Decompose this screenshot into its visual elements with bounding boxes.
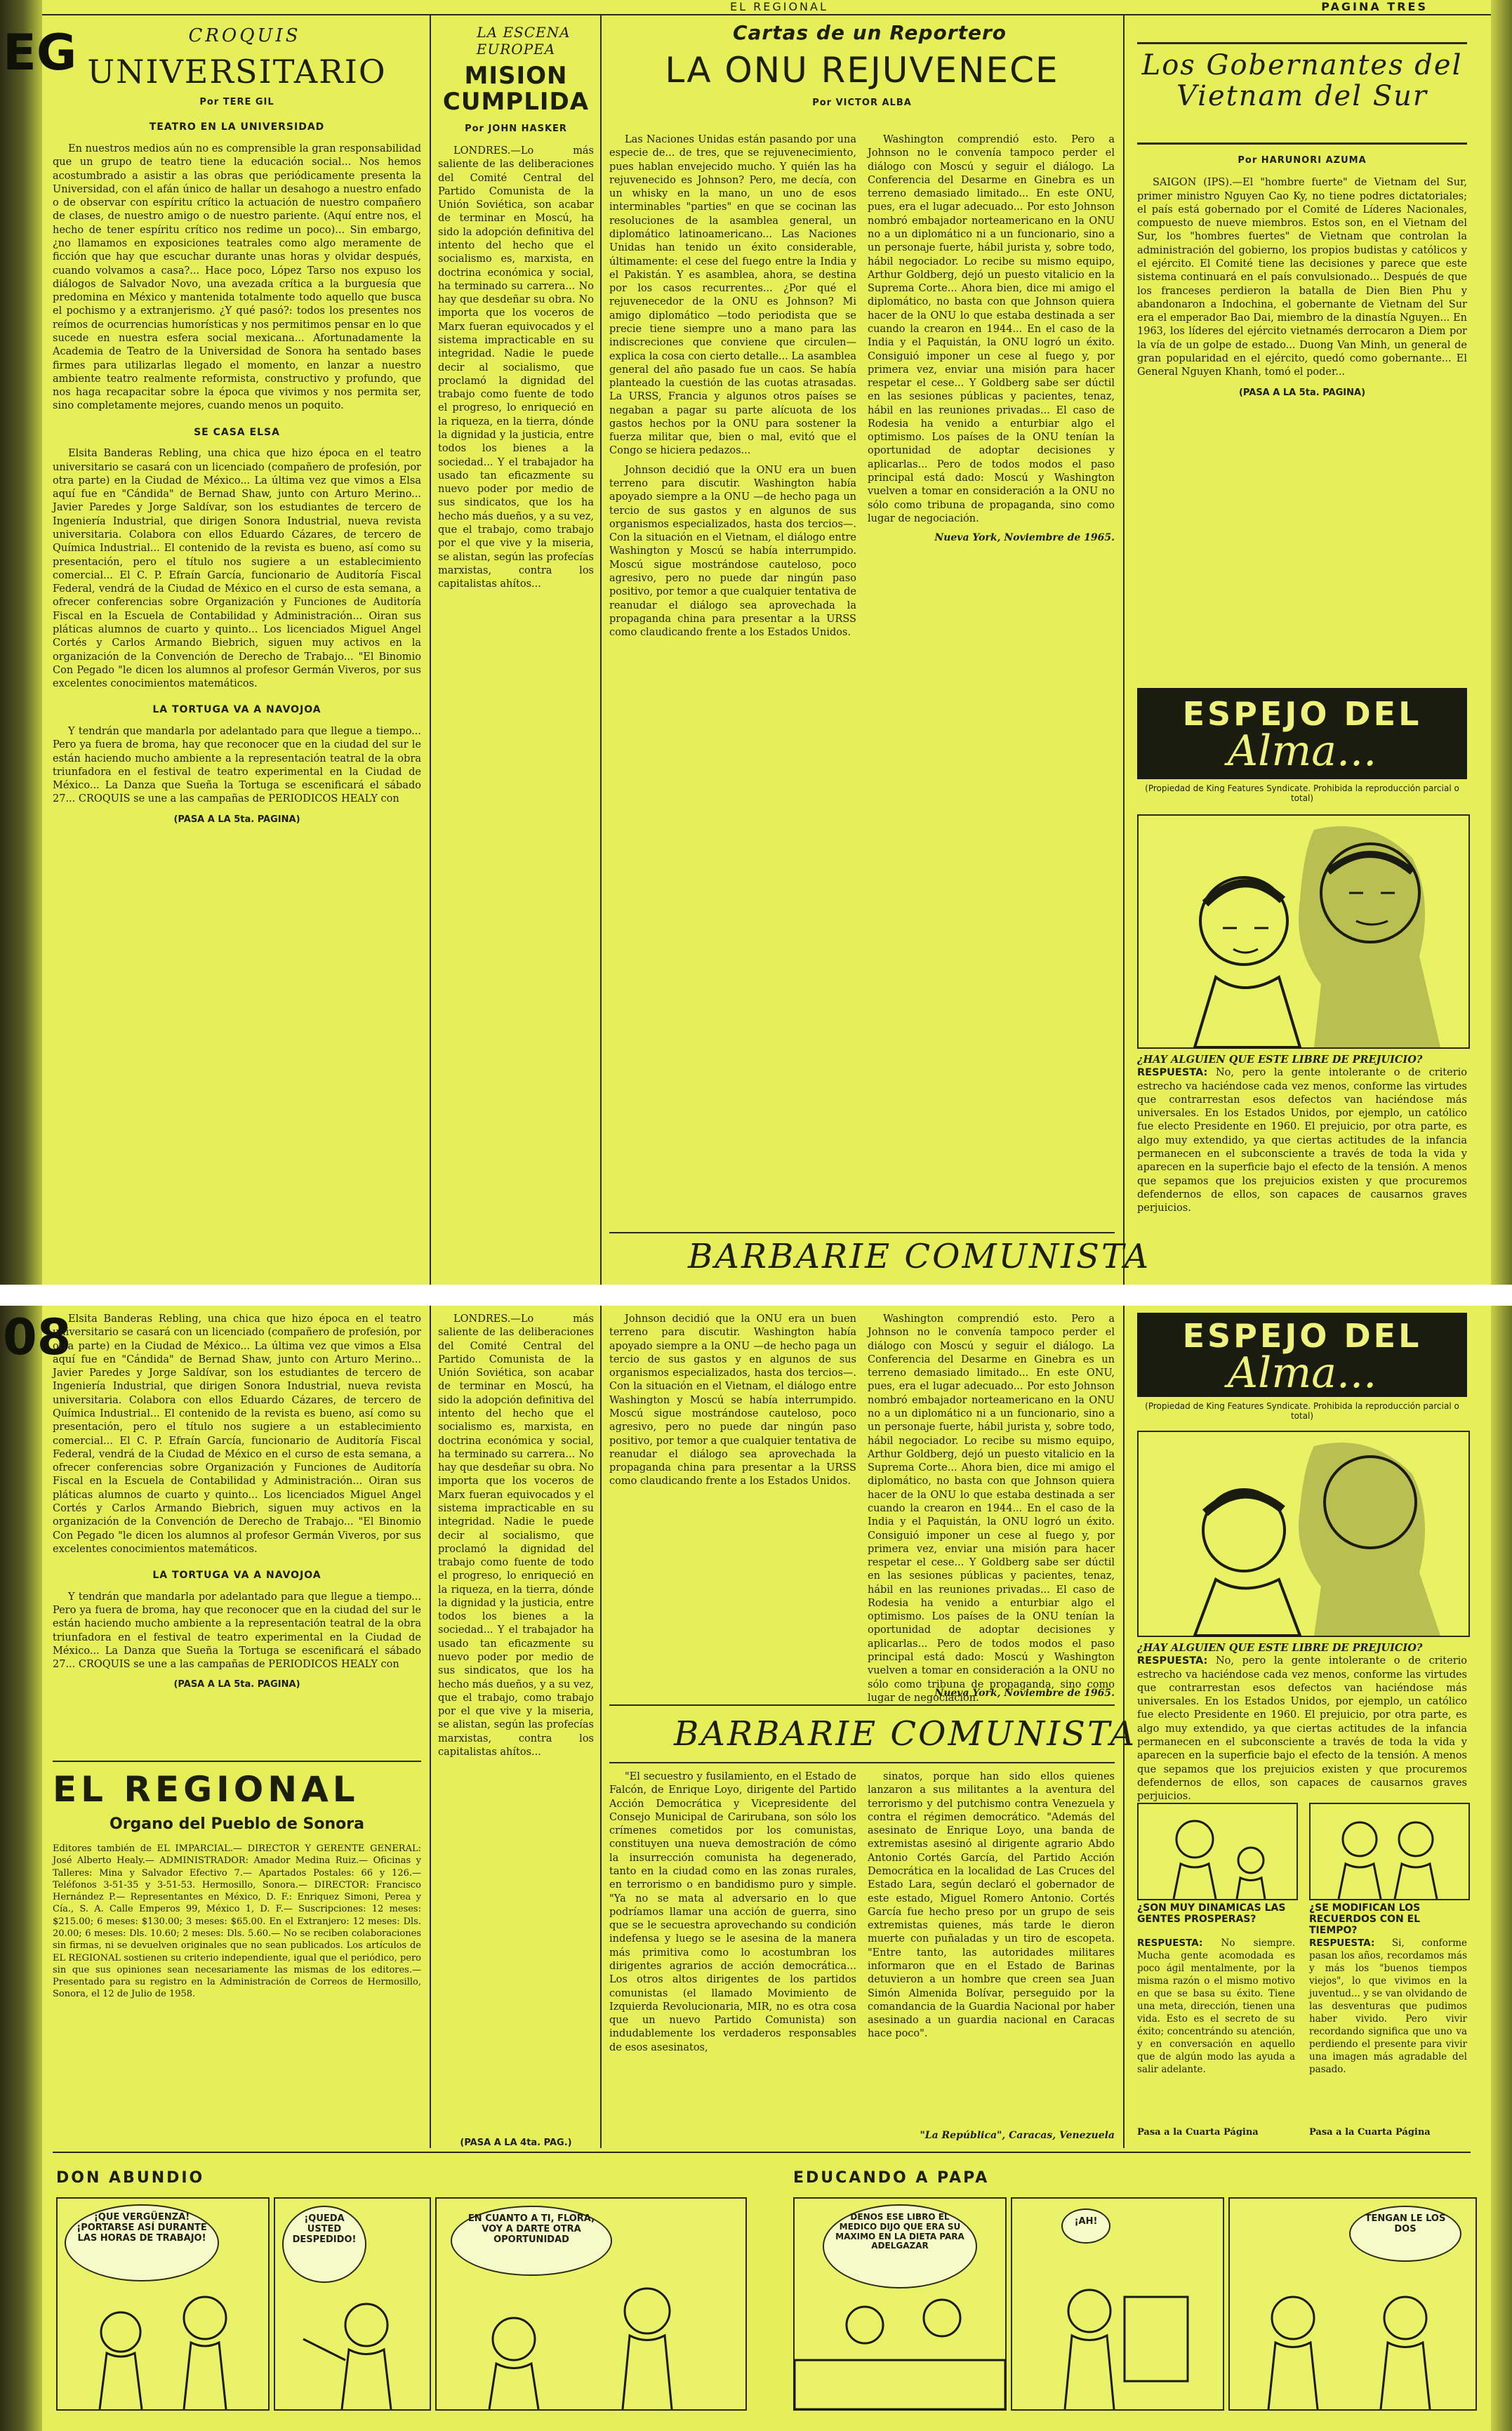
espejo-small-illustration-right [1309, 1803, 1470, 1900]
espejo-line2-repeat: Alma... [1227, 1349, 1377, 1398]
two-people-icon [1311, 1804, 1468, 1899]
educando-bubble-2: ¡AH! [1061, 2208, 1110, 2244]
two-men-portrait-icon [1139, 1432, 1468, 1636]
educando-panel-2 [1011, 2197, 1224, 2411]
educando-bubble-1: DENOS ESE LIBRO EL MEDICO DIJO QUE ERA SU MAXIMO EN LA DIETA PARA ADELGAZAR [823, 2204, 977, 2288]
running-head [42, 0, 1491, 15]
espejo-continued-left: Pasa a la Cuarta Página [1137, 2127, 1259, 2138]
espejo-banner [1137, 688, 1467, 779]
masthead-rule [53, 1761, 421, 1762]
two-men-portrait-icon [1139, 816, 1468, 1047]
barbarie-col1-text: "El secuestro y fusilamiento, en el Estado de Falcón, de Enrique Loyo, dirigente del Partido Acción Democrática y Vicepresidente del Consejo Municipal de Carirubana, son sólo los crímenes cometidos por los comunistas, constituyen una nueva demostración de cómo la insurrección comunista ha degenerado, tanto en la ciudad como en las zonas rurales, en terrorismo o en bandidismo puro y simple. "Ya no se mata al adversario en lo que podríamos llamar una acción de guerra, sino que se le secuestra aprovechando su condición indefensa y luego se le asesina de la manera más primitiva como lo acostumbran los dirigentes agrarios de acción democrática... Los otros altos dirigentes de los partidos comunistas (el llamado Movimiento de Izquierda Revolucionaria, MIR, no es otra cosa que un nuevo Partido Comunista) son indudablemente los verdaderos responsables de esos asesinatos, [609, 1771, 856, 2053]
column-rule [600, 15, 602, 1285]
don-abundio-bubble-3: EN CUANTO A TI, FLORA, VOY A DARTE OTRA OPORTUNIDAD [451, 2206, 612, 2276]
cartas-signoff: Nueva York, Noviembre de 1965. [934, 532, 1115, 544]
comic-strips [56, 2169, 1474, 2415]
don-abundio-bubble-1: ¡QUE VERGÜENZA! ¡PORTARSE ASÍ DURANTE LAS HORAS DE TRABAJO! [65, 2204, 219, 2281]
croquis-section2-text: Elsita Banderas Rebling, una chica que hizo época en el teatro universitario se casará con un licenciado (compañero de profesión, por otra parte) en la Ciudad de México... La última vez que vimos a Elsa aquí fue en "Cándida" de Bernad Shaw, junto con Arturo Merino... Javier Paredes y Jorge Saldívar, son los estudiantes de tercero de Ingeniería Industrial, que dirigen Sonora Industrial, nueva revista universitaria. Colabora con ellos Eduardo Cázares, de tercero de Química Industrial... El contenido de la revista es bueno, así como su presentación, pero el título nos sugiere a un establecimiento comercial... El C. P. Efraín García, funcionario de Auditoría Fiscal Federal, vendrá de la Ciudad de México en el curso de esta semana, a ofrecer conferencias sobre Organización y Funciones de Auditoría Fiscal en la Escuela de Contabilidad y Administración... Oiran sus pláticas alumnos de cuarto y quinto... Los licenciados Miguel Angel Cortés y Carlos Armando Biebrich, siguen muy activos en la organización de la Convención de Derecho de Trabajo... "El Binomio Con Pegado "le dicen los alumnos al profesor Germán Viveros, por sus excelentes conocimientos matemáticos. [53, 448, 421, 690]
educando-panel-3 [1228, 2197, 1477, 2411]
cartas-col1-text-b: Johnson decidió que la ONU era un buen terreno para discutir. Washington había apoyado siempre a la ONU —de hecho paga un tercio de sus gastos y en algunos de sus organismos especializados, hasta dos tercios—. Con la situación en el Vietnam, el diálogo entre Washington y Moscú se había interrumpido. Moscú sigue mostrándose cauteloso, poco agresivo, pero no puede dar ningún paso positivo, por temor a que cualquier tentativa de reanudar el diálogo sea aprovechada la propaganda china para presentar a la URSS como claudicando frente a los Estados Unidos. [609, 464, 856, 639]
column-rule [1123, 15, 1125, 1285]
man-and-child-icon [1139, 1804, 1297, 1899]
masthead-title: EL REGIONAL [53, 1769, 359, 1810]
escena-byline: Por JOHN HASKER [465, 123, 567, 134]
espejo-continued-right: Pasa a la Cuarta Página [1309, 2127, 1431, 2138]
espejo-answer-3: Si, conforme pasan los años, recordamos más y más los "buenos tiempos viejos", lo que vivimos en la juventud... y se van olvidando de las desventuras que pudimos haber vivido. Pero vivir recordando significa que uno va perdiendo el presente para vivir una imagen más agradable del pasado. [1309, 1937, 1468, 2075]
cartas-header [609, 20, 1115, 132]
cartas-byline: Por VICTOR ALBA [812, 98, 912, 109]
cartas-column-2 [868, 133, 1115, 1228]
espejo-credit-repeat: (Propiedad de King Features Syndicate. Prohibida la reproducción parcial o total) [1145, 1401, 1459, 1421]
cartas-col1-text-b-repeat: Johnson decidió que la ONU era un buen terreno para discutir. Washington había apoyado siempre a la ONU —de hecho paga un tercio de sus gastos y en algunos de sus organismos especializados, hasta dos tercios—. Con la situación en el Vietnam, el diálogo entre Washington y Moscú se había interrumpido. Moscú sigue mostrándose cauteloso, poco agresivo, pero no puede dar ningún paso positivo, por temor a que cualquier tentativa de reanudar el diálogo sea aprovechada la propaganda china para presentar a la URSS como claudicando frente a los Estados Unidos. [609, 1313, 856, 1488]
croquis-column-repeat [53, 1313, 421, 1755]
escena-title: MISION CUMPLIDA [442, 62, 590, 117]
gobernantes-header [1137, 42, 1467, 145]
don-abundio-panel-2 [274, 2197, 431, 2411]
educando-a-papa-title: EDUCANDO A PAPA [793, 2169, 990, 2187]
espejo-qa-1 [1137, 1053, 1467, 1278]
barbarie-column-1 [609, 1770, 856, 2142]
masthead-text: Editores también de EL IMPARCIAL.— DIRECTOR Y GERENTE GENERAL: José Alberto Healy.— ADMINISTRADOR: Amador Medina Ruiz.— Oficinas y Talleres: Mina y Salvador Efectivo 7.— Apartados Postales: 66 y 126.— Teléfonos 3-51-35 y 3-51-53. Hermosillo, Sonora.— DIRECTOR: Francisco Hernández P.— Representantes en México, D. F.: Enriquez Simoni, Perea y Cía., S. A. Calle Emperos 99, México 1, D. F.— Suscripciones: 12 meses: $215.00; 6 meses: $130.00; 3 meses: $65.00. En el Extranjero: 12 meses: Dls. 20.00; 6 meses: Dls. 10.60; 2 meses: Dls. 5.60.— No se reciben colaboraciones sin firmas, ni se devuelven originales que no sean publicados. Los artículos de EL REGIONAL sostienen su criterio independiente, igual que el periódico, pero sin que sus opiniones sean necesariamente las mismas de los editores.— Presentado para su registro en la Administración de Correos de Hermosillo, Sonora, el 12 de Julio de 1958. [53, 1843, 421, 2000]
gutter-fragment: 08 [3, 1309, 72, 1366]
gobernantes-column [1137, 147, 1467, 681]
espejo-answer-1-repeat: No, pero la gente intolerante o de criterio estrecho va haciéndose cada vez menos, conforme las virtudes que contrarrestan esos defectos van haciéndose más universales. En los Estados Unidos, por ejemplo, un católico fue electo Presidente en 1960. El prejuicio, por otra parte, es algo muy extendido, ya que ciertas actitudes de la infancia permanecen en el subconsciente a través de toda la vida y aparecen en la superficie bajo el efecto de la tensión. A menos que sepamos que los prejuicios existen y que procuremos defendernos de ellos, son capaces de causarnos graves perjuicios. [1137, 1655, 1467, 1803]
running-head-paper: EL REGIONAL [730, 0, 828, 13]
espejo-answer-3-label: RESPUESTA: [1309, 1937, 1375, 1949]
cartas-signoff-repeat: Nueva York, Noviembre de 1965. [934, 1688, 1115, 1699]
croquis-kicker: CROQUIS [188, 25, 301, 46]
croquis-section3-text: Y tendrán que mandarla por adelantado para que llegue a tiempo... Pero ya fuera de broma, hay que reconocer que en la ciudad del sur le están haciendo mucho ambiente a la representación teatral de la obra triunfadora en el festival de teatro experimental en la Ciudad de México... La Danza que Sueña la Tortuga se escenificará el sábado 27... CROQUIS se une a las campañas de PERIODICOS HEALY con [53, 725, 421, 805]
barbarie-title-top: BARBARIE COMUNISTA [688, 1237, 1150, 1276]
don-abundio-panel-3 [435, 2197, 747, 2411]
espejo-answer-1-label: RESPUESTA: [1137, 1067, 1208, 1079]
cartas-col2-text-repeat: Washington comprendió esto. Pero a Johnson no le convenía tampoco perder el diálogo con Moscú y seguir el diálogo. La Conferencia del Desarme en Ginebra es un terreno demasiado limitado... En este ONU, pues, era el lugar adecuado... Por esto Johnson nombró embajador norteamericano en la ONU no a un diplomático ni a un funcionario, sino a un personaje fuerte, hábil jurista y, sobre todo, hábil negociador. Lo recibe su mismo equipo, Arthur Goldberg, dejó un puesto vitalicio en la Suprema Corte... Ahora bien, dice mi amigo el diplomático, no basta con que Johnson quiera hacer de la ONU lo que estaba destinada a ser cuando la crearon en 1944... En el caso de la India y el Paquistán, la ONU logró un éxito. Consiguió imponer un cese al fuego y, por primera vez, enviar una misión para hacer respetar el cese... Y Goldberg sabe ser dúctil en las sesiones públicas y pacientes, tenaz, hábil en las reuniones privadas... El caso de Rodesia ha venido a enturbiar algo el optimismo. Los países de la ONU tenían la oportunidad de adoptar decisiones y aplicarlas... Pero de todos modos el paso principal está dado: Moscú y Washington vuelven a tomar en consideración a la ONU no sólo como tribuna de propaganda, sino como lugar de negociación. [868, 1313, 1115, 1704]
column-rule [430, 15, 431, 1285]
escena-text: LONDRES.—Lo más saliente de las deliberaciones del Comité Central del Partido Comunista de la Unión Soviética, son acabar de terminar en Moscú, ha sido la adopción definitiva del intento del hecho que el socialismo es, marxista, en doctrina económica y social, ha terminado su carrera... No hay que desdeñar su obra. No importa que los voceros de Marx fueran equivocados y el sistema impracticable en su integridad. Nadie le puede decir al socialismo, que proclamó la dignidad del trabajo como fuente de todo el progreso, lo enriqueció en la riqueza, en la tierra, dónde la dignidad y la justicia, entre todos los bienes a la sociedad... Y el trabajador ha usado tan eficazmente su nuevo poder por medio de sus sindicatos, que los ha hecho más dueños, y a su vez, que el trabajo, como trabajo por el que vive y la miseria, se alistan, según las profecías marxistas, contra los capitalistas ahítos... [438, 145, 594, 590]
espejo-answer-2: No siempre. Mucha gente acomodada es poco ágil mentalmente, por la misma razón o el mismo motivo en que se basa su éxito. Tiene una meta, dirección, tienen una vida. Esto es el secreto de su éxito; concentrándo su atención, y en conversación en aquello que de algún modo las ayuda a salir adelante. [1137, 1937, 1295, 2075]
educando-bubble-3: TENGAN LE LOS DOS [1349, 2206, 1461, 2262]
croquis-continued: (PASA A LA 5ta. PAGINA) [173, 814, 300, 825]
barbarie-rule-lower [609, 1762, 1115, 1763]
espejo-question-1-repeat: ¿HAY ALGUIEN QUE ESTE LIBRE DE PREJUICIO? [1137, 1642, 1423, 1654]
masthead-continued: (PASA A LA 4ta. PAG.) [460, 2138, 572, 2148]
gobernantes-text: SAIGON (IPS).—El "hombre fuerte" de Vietnam del Sur, primer ministro Nguyen Cao Ky, no tiene podres dictatoriales; el país está gobernado por el Comité de Líderes Nacionales, compuesto de nueve miembros. Estos son, en el Vietnam del Sur, los "hombres fuertes" de Vietnam que controlan la administración del gobierno, los propios budistas y católicos y el ejército. El Comité tiene las decisiones y parece que este sistema continuará en el país convulsionado... Después de que los franceses perdieron la batalla de Dien Bien Phu y abandonaron a Indochina, el gobernante de Vietnam del Sur era el emperador Bao Dai, miembro de la dinastía Nguyen... En 1963, los líderes del ejército vietnamés derrocaron a Diem por la vía de un golpe de estado... Duong Van Minh, un general de gran popularidad en el ejército, quedó como gobernante... El General Nguyen Khanh, tomó el poder... [1137, 177, 1467, 378]
cartas-col2-text: Washington comprendió esto. Pero a Johnson no le convenía tampoco perder el diálogo con Moscú y seguir el diálogo. La Conferencia del Desarme en Ginebra es un terreno demasiado limitado... En este ONU, pues, era el lugar adecuado... Por esto Johnson nombró embajador norteamericano en la ONU no a un diplomático ni a un funcionario, sino a un personaje fuerte, hábil jurista y, sobre todo, hábil negociador. Lo recibe su mismo equipo, Arthur Goldberg, dejó un puesto vitalicio en la Suprema Corte... Ahora bien, dice mi amigo el diplomático, no basta con que Johnson quiera hacer de la ONU lo que estaba destinada a ser cuando la crearon en 1944... En el caso de la India y el Paquistán, la ONU logró un éxito. Consiguió imponer un cese al fuego y, por primera vez, enviar una misión para hacer respetar el cese... Y Goldberg sabe ser dúctil en las sesiones públicas y pacientes, tenaz, hábil en las reuniones privadas... El caso de Rodesia ha venido a enturbiar algo el optimismo. Los países de la ONU tenían la oportunidad de adoptar decisiones y aplicarlas... Pero de todos modos el paso principal está dado: Moscú y Washington vuelven a tomar en consideración a la ONU no sólo como tribuna de propaganda, sino como lugar de negociación. [868, 134, 1115, 524]
don-abundio-bubble-2: ¡QUEDA USTED DESPEDIDO! [282, 2206, 366, 2283]
espejo-qa-2 [1137, 1937, 1295, 2113]
croquis-column [53, 24, 421, 1280]
gutter-fragment: EG [3, 24, 77, 81]
column-rule [430, 1306, 431, 2148]
espejo-line2: Alma... [1227, 727, 1377, 776]
espejo-credit: (Propiedad de King Features Syndicate. Prohibida la reproducción parcial o total) [1145, 783, 1459, 803]
cartas-title: LA ONU REJUVENECE [665, 50, 1059, 91]
barbarie-rule [609, 1232, 1115, 1233]
cartas-col1-text: Las Naciones Unidas están pasando por una especie de... de tres, que se rejuvenecimiento, pues hablan envejecido mucho. Y quién las ha rejuvenecido es Johnson? Pero, me decía, con un whisky en la mano, un uno de esos interminables "parties" en que se cocinan las resoluciones de la asamblea general, un diplomático latinoamericano... Las Naciones Unidas han tenido un éxito considerable, últimamente: el cese del fuego entre la India y el Pakistán. Y es asamblea, ahora, se destina por los casos recurrentes... ¿Por qué el rejuvenecedor de la ONU es Johnson? Mi amigo diplomático —todo periodista que se precie tiene siempre uno a mano para las indiscreciones que conviene que circulen— explica la cosa con cierto detalle... La asamblea general del año pasado fue un caos. Se había planteado la cuestión de las cuotas atrasadas. La URSS, Francia y algunos otros países se negaban a pagar su parte alícuota de los gastos hechos por la ONU para sostener la fuerza militar que, bien o mal, evitó que el Congo se hiciera pedazos... [609, 134, 856, 457]
educando-panel-1 [793, 2197, 1007, 2411]
cartas-column-1 [609, 133, 856, 1228]
running-head-page: PAGINA TRES [1321, 0, 1428, 13]
barbarie-source: "La República", Caracas, Venezuela [920, 2130, 1115, 2141]
espejo-answer-1: No, pero la gente intolerante o de criterio estrecho va haciéndose cada vez menos, conforme las virtudes que contrarrestan esos defectos van haciéndose más universales. En los Estados Unidos, por ejemplo, un católico fue electo Presidente en 1960. El prejuicio, por otra parte, es algo muy extendido, ya que ciertas actitudes de la infancia permanecen en el subconsciente a través de toda la vida y aparecen en la superficie bajo el efecto de la tensión. A menos que sepamos que los prejuicios existen y que procuremos defendernos de ellos, son capaces de causarnos graves perjuicios. [1137, 1067, 1467, 1214]
croquis-continued-repeat: (PASA A LA 5ta. PAGINA) [173, 1679, 300, 1690]
barbarie-column-2 [868, 1770, 1115, 2121]
barbarie-rule [609, 1704, 1115, 1706]
gobernantes-title: Los Gobernantes del Vietnam del Sur [1141, 49, 1463, 112]
espejo-illustration [1137, 814, 1470, 1049]
espejo-line1-repeat: ESPEJO DEL [1182, 1317, 1422, 1355]
espejo-question-2: ¿SON MUY DINAMICAS LAS GENTES PROSPERAS? [1137, 1902, 1286, 1925]
man-reading-icon [1012, 2199, 1223, 2409]
right-gutter [1491, 1306, 1512, 2431]
espejo-answer-1-label-repeat: RESPUESTA: [1137, 1655, 1208, 1667]
croquis-byline: Por TERE GIL [199, 97, 274, 108]
cartas-column-1-repeat [609, 1313, 856, 1678]
left-gutter [0, 1306, 72, 2431]
espejo-line1: ESPEJO DEL [1182, 695, 1422, 733]
espejo-illustration-repeat [1137, 1431, 1470, 1637]
espejo-question-3: ¿SE MODIFICAN LOS RECUERDOS CON EL TIEMPO? [1309, 1902, 1421, 1936]
croquis-section1-text: En nuestros medios aún no es comprensible la gran responsabilidad que un grupo de teatro tiene la educación social... Nos hemos acostumbrado a asistir a las obras que periódicamente presenta la Universidad, con el afán único de hallar un desahogo a nuestro enfado o de observar con espíritu crítico la actuación de nuestro compañero de clases, de nuestro amigo o de nuestro pariente. (Aquí entre nos, el hecho de tener espíritu crítico nos redime un poco)... Sin embargo, ¿no llamamos en exposiciones teatrales como algo meramente de ficción que hay que escuchar durante unas horas y olvidar después, cuando volvamos a casa?... Hace poco, López Tarso nos expuso los diálogos de Salvador Novo, una avezada crítica a la burguesía que predomina en México y mantenida totalmente todo aquello que busca el pochismo y a extranjerismo. ¿Y qué pasó?: todos los presentes nos reímos de ocurrencias humorísticas y nos permitimos pensar en lo que sucede en nuestra esfera social mexicana... Afortunadamente la Academia de Teatro de la Universidad de Sonora ha sentado bases firmes para utilizarlas llegado el momento, en lanzar a nuestro ambiente teatro realmente reformista, constructivo y profundo, que nos haga recapacitar sobre la época que vivimos y nos permita ser, sino completamente mejores, cuando menos un poquito. [53, 143, 421, 412]
right-gutter [1491, 0, 1512, 1285]
espejo-answer-2-label: RESPUESTA: [1137, 1937, 1203, 1949]
espejo-qa-1-repeat [1137, 1641, 1467, 1803]
don-abundio-panel-1 [56, 2197, 270, 2411]
croquis-section3-text-repeat: Y tendrán que mandarla por adelantado para que llegue a tiempo... Pero ya fuera de broma, hay que reconocer que en la ciudad del sur le están haciendo mucho ambiente a la representación teatral de la obra triunfadora en el festival de teatro experimental en la Ciudad de México... La Danza que Sueña la Tortuga se escenificará el sábado 27... CROQUIS se une a las campañas de PERIODICOS HEALY con [53, 1591, 421, 1671]
escena-column-repeat [438, 1313, 594, 2127]
croquis-section2-title: SE CASA ELSA [194, 426, 280, 438]
croquis-title: UNIVERSITARIO [87, 52, 387, 91]
espejo-banner-repeat [1137, 1313, 1467, 1397]
croquis-section2-text-repeat: Elsita Banderas Rebling, una chica que hizo época en el teatro universitario se casará con un licenciado (compañero de profesión, por otra parte) en la Ciudad de México... La última vez que vimos a Elsa aquí fue en "Cándida" de Bernad Shaw, junto con Arturo Merino... Javier Paredes y Jorge Saldívar, son los estudiantes de tercero de Ingeniería Industrial, que dirigen Sonora Industrial, nueva revista universitaria. Colabora con ellos Eduardo Cázares, de tercero de Química Industrial... El contenido de la revista es bueno, así como su presentación, pero el título nos sugiere a un establecimiento comercial... El C. P. Efraín García, funcionario de Auditoría Fiscal Federal, vendrá de la Ciudad de México en el curso de esta semana, a ofrecer conferencias sobre Organización y Funciones de Auditoría Fiscal en la Escuela de Contabilidad y Administración... Oiran sus pláticas alumnos de cuarto y quinto... Los licenciados Miguel Angel Cortés y Carlos Armando Biebrich, siguen muy activos en la organización de la Convención de Derecho de Trabajo... "El Binomio Con Pegado "le dicen los alumnos al profesor Germán Viveros, por sus excelentes conocimientos matemáticos. [53, 1313, 421, 1555]
masthead [53, 1769, 421, 2001]
espejo-question-1: ¿HAY ALGUIEN QUE ESTE LIBRE DE PREJUICIO? [1137, 1054, 1423, 1066]
espejo-small-illustration-left [1137, 1803, 1298, 1900]
comics-rule [53, 2152, 1471, 2153]
don-abundio-title: DON ABUNDIO [56, 2169, 205, 2187]
barbarie-col2-text: sinatos, porque han sido ellos quienes lanzaron a sus militantes a la aventura del terrorismo y del putchismo contra Venezuela y contra el régimen democrático. "Además del asesinato de Enrique Loyo, una banda de extremistas asesinó al dirigente agrario Abdo Antonio Cortés García, del Partido Acción Democrática en la localidad de Las Cruces del Estado Lara, según declaró el gobernador de este estado, Miguel Romero Antonio. Cortés García fue hecho preso por un grupo de seis extremistas quienes, más tarde le dieron muerte con puñaladas y un tiro de escopeta. "Entre tanto, las autoridades militares informaron que en el Estado de Barinas detuvieron a un hombre que creen sea Juan Simón Almenida Bolívar, perseguido por la comandancia de la Guardia Nacional por haber asesinado a un guardia nacional en Caracas hace poco". [868, 1771, 1115, 2040]
croquis-section3-title-repeat: LA TORTUGA VA A NAVOJOA [152, 1570, 321, 1582]
barbarie-title: BARBARIE COMUNISTA [674, 1714, 1136, 1754]
bottom-page-scan [0, 1306, 1512, 2431]
escena-column [438, 24, 594, 1280]
column-rule [600, 1306, 602, 2148]
cartas-kicker: Cartas de un Reportero [732, 21, 1007, 44]
escena-text-repeat: LONDRES.—Lo más saliente de las deliberaciones del Comité Central del Partido Comunista de la Unión Soviética, son acabar de terminar en Moscú, ha sido la adopción definitiva del intento del hecho que el socialismo es, marxista, en doctrina económica y social, ha terminado su carrera... No hay que desdeñar su obra. No importa que los voceros de Marx fueran equivocados y el sistema impracticable en su integridad. Nadie le puede decir al socialismo, que proclamó la dignidad del trabajo como fuente de todo el progreso, lo enriqueció en la riqueza, en la tierra, dónde la dignidad y la justicia, entre todos los bienes a la sociedad... Y el trabajador ha usado tan eficazmente su nuevo poder por medio de sus sindicatos, que los ha hecho más dueños, y a su vez, que el trabajo, como trabajo por el que vive y la miseria, se alistan, según las profecías marxistas, contra los capitalistas ahítos... [438, 1313, 594, 1758]
croquis-section3-title: LA TORTUGA VA A NAVOJOA [152, 704, 321, 716]
gobernantes-continued: (PASA A LA 5ta. PAGINA) [1238, 387, 1366, 398]
espejo-qa-3 [1309, 1937, 1467, 2113]
left-gutter [0, 0, 77, 1285]
croquis-section1-title: TEATRO EN LA UNIVERSIDAD [149, 121, 325, 133]
masthead-subtitle: Organo del Pueblo de Sonora [110, 1815, 364, 1833]
escena-kicker: LA ESCENA EUROPEA [476, 24, 571, 58]
gobernantes-byline: Por HARUNORI AZUMA [1238, 155, 1367, 166]
